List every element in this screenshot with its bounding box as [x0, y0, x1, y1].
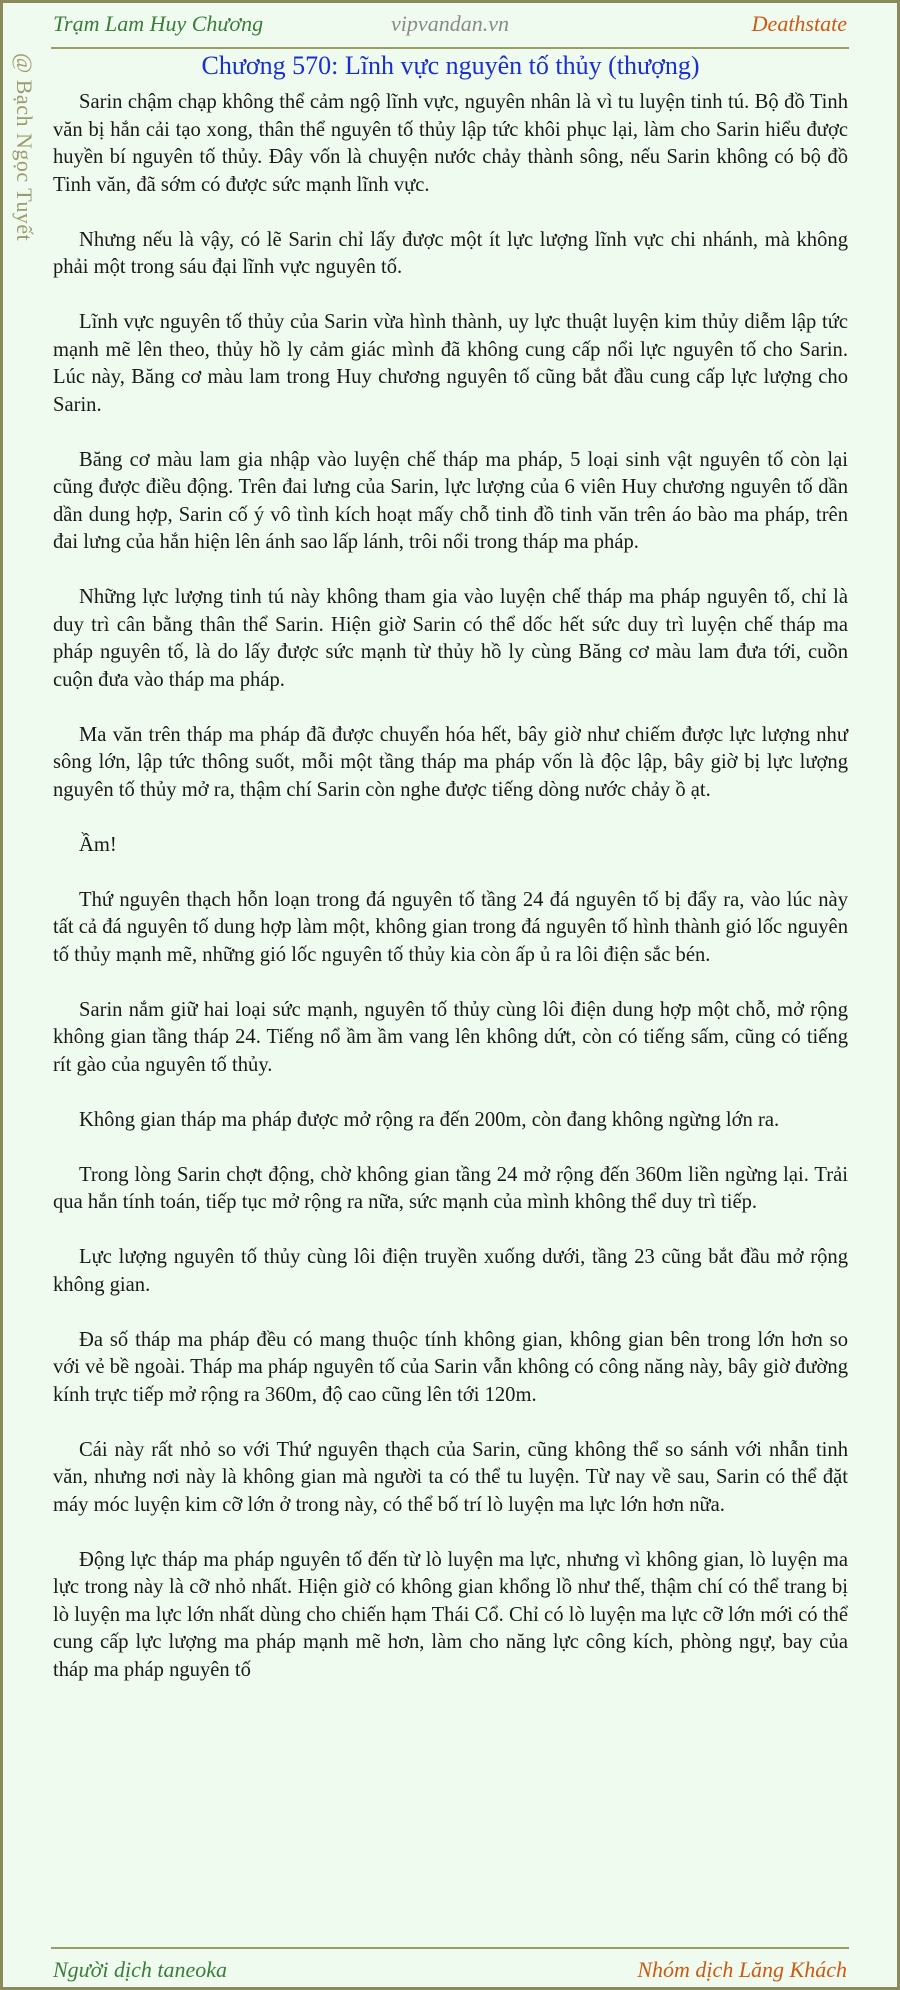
paragraph: Những lực lượng tinh tú này không tham gia vào luyện chế tháp ma pháp nguyên tố, chỉ là duy trì cân bằng thân thể Sarin. Hiện giờ Sarin có thể dốc hết sức duy trì luyện chế tháp ma pháp nguyên tố, là do lấy được sức mạnh từ thủy hồ ly cùng Băng cơ màu lam đưa tới, cuồn cuộn đưa vào tháp ma pháp. [53, 586, 848, 691]
paragraph: Sarin chậm chạp không thể cảm ngộ lĩnh vực, nguyên nhân là vì tu luyện tinh tú. Bộ đồ Tinh văn bị hắn cải tạo xong, thân thể nguyên tố thủy lập tức khôi phục lại, làm cho Sarin hiểu được huyền bí nguyên tố thủy. Đây vốn là chuyện nước chảy thành sông, nếu Sarin không có bộ đồ Tinh văn, đã sớm có được sức mạnh lĩnh vực. [53, 91, 848, 196]
page-footer [3, 1949, 897, 1989]
header-site-name: Trạm Lam Huy Chương [53, 11, 264, 36]
paragraph: Ma văn trên tháp ma pháp đã được chuyển hóa hết, bây giờ như chiếm được lực lượng như sông lớn, lập tức thông suốt, mỗi một tầng tháp ma pháp vốn là độc lập, bây giờ bị lực lượng nguyên tố thủy mở ra, thậm chí Sarin còn nghe được tiếng dòng nước chảy ồ ạt. [53, 723, 848, 801]
paragraph: Sarin nắm giữ hai loại sức mạnh, nguyên tố thủy cùng lôi điện dung hợp một chỗ, mở rộng không gian tầng tháp 24. Tiếng nổ ầm ầm vang lên không dứt, còn có tiếng sấm, cũng có tiếng rít gào của nguyên tố thủy. [53, 998, 848, 1076]
paragraph: Ầm! [79, 833, 117, 856]
paragraph: Động lực tháp ma pháp nguyên tố đến từ lò luyện ma lực, nhưng vì không gian, lò luyện ma lực trong này là cỡ nhỏ nhất. Hiện giờ có không gian khổng lồ như thế, thậm chí có thể trang bị lò luyện ma lực lớn nhất dùng cho chiến hạm Thái Cổ. Chỉ có lò luyện ma lực cỡ lớn mới có thể cung cấp lực lượng ma pháp mạnh mẽ hơn, làm cho năng lực công kích, phòng ngự, bay của tháp ma pháp nguyên tố [53, 1548, 848, 1681]
footer-translator: Người dịch taneoka [53, 1957, 228, 1982]
footer-group: Nhóm dịch Lăng Khách [637, 1957, 847, 1982]
header-author: Deathstate [751, 11, 847, 36]
paragraph: Không gian tháp ma pháp được mở rộng ra đến 200m, còn đang không ngừng lớn ra. [79, 1108, 780, 1131]
sidebar-credit: @ Bạch Ngọc Tuyết [12, 53, 37, 242]
paragraph: Lực lượng nguyên tố thủy cùng lôi điện truyền xuống dưới, tầng 23 cũng bắt đầu mở rộng không gian. [53, 1246, 848, 1296]
paragraph: Nhưng nếu là vậy, có lẽ Sarin chỉ lấy được một ít lực lượng lĩnh vực chi nhánh, mà không phải một trong sáu đại lĩnh vực nguyên tố. [53, 228, 848, 278]
paragraph: Đa số tháp ma pháp đều có mang thuộc tính không gian, không gian bên trong lớn hơn so với vẻ bề ngoài. Tháp ma pháp nguyên tố của Sarin vẫn không có công năng này, bây giờ đường kính trực tiếp mở rộng ra 360m, độ cao cũng lên tới 120m. [53, 1328, 848, 1406]
header-divider [51, 47, 849, 49]
paragraph: Lĩnh vực nguyên tố thủy của Sarin vừa hình thành, uy lực thuật luyện kim thủy diễm lập tức mạnh mẽ lên theo, thủy hồ ly cảm giác mình đã không cung cấp nổi lực nguyên tố cho Sarin. Lúc này, Băng cơ màu lam trong Huy chương nguyên tố cũng bắt đầu cung cấp lực lượng cho Sarin. [53, 311, 848, 416]
chapter-title: Chương 570: Lĩnh vực nguyên tố thủy (thượng) [201, 51, 700, 80]
page-header [3, 3, 897, 47]
header-website: vipvandan.vn [391, 11, 509, 36]
paragraph: Băng cơ màu lam gia nhập vào luyện chế tháp ma pháp, 5 loại sinh vật nguyên tố còn lại cũng được điều động. Trên đai lưng của Sarin, lực lượng của 6 viên Huy chương nguyên tố dần dần dung hợp, Sarin cố ý vô tình kích hoạt mấy chỗ tinh đồ tinh văn trên áo bào ma pháp, trên đai lưng của hắn hiện lên ánh sao lấp lánh, trôi nổi trong tháp ma pháp. [53, 448, 848, 553]
paragraph: Trong lòng Sarin chợt động, chờ không gian tầng 24 mở rộng đến 360m liền ngừng lại. Trải qua hắn tính toán, tiếp tục mở rộng ra nữa, sức mạnh của mình không thể duy trì tiếp. [53, 1163, 848, 1213]
chapter-content [53, 51, 848, 1712]
paragraph: Cái này rất nhỏ so với Thứ nguyên thạch của Sarin, cũng không thể so sánh với nhẫn tinh văn, nhưng nơi này là không gian mà người ta có thể tu luyện. Từ nay về sau, Sarin có thể đặt máy móc luyện kim cỡ lớn ở trong này, có thể bố trí lò luyện ma lực lớn hơn nữa. [53, 1438, 848, 1516]
paragraph: Thứ nguyên thạch hỗn loạn trong đá nguyên tố tầng 24 đá nguyên tố bị đẩy ra, vào lúc này tất cả đá nguyên tố dung hợp làm một, không gian trong đá nguyên tố hình thành gió lốc nguyên tố thủy mạnh mẽ, những gió lốc nguyên tố thủy kia còn ấp ủ ra lôi điện sắc bén. [53, 888, 848, 966]
